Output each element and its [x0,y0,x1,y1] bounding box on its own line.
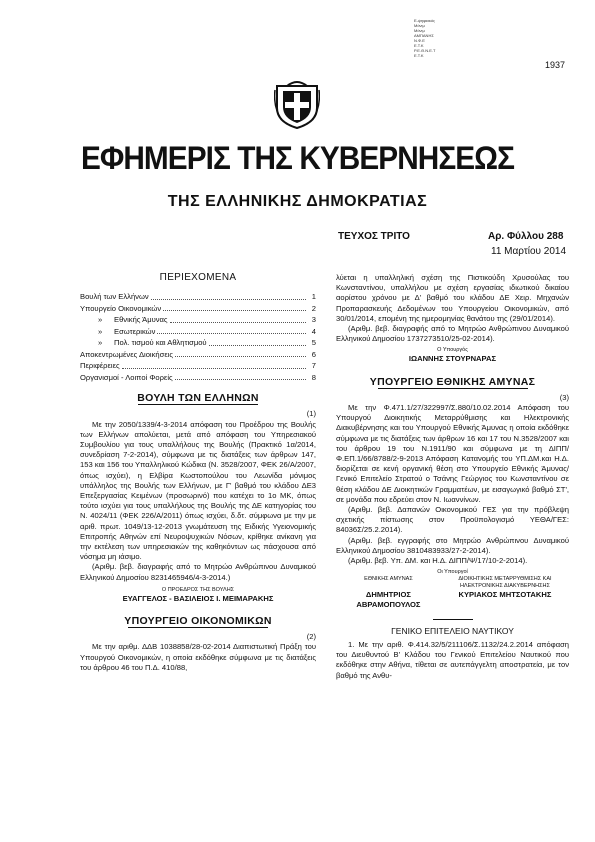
toc-item[interactable]: Οργανισμοί - Λοιποί Φορείς 8 [80,372,316,382]
decision-body: Με την αριθμ. ΔΔΒ 1038858/28-02-2014 Διαπιστωτική Πράξη του Υπουργού Οικονομικών, η οποία εκδόθηκε σύμφωνα με τις διατάξεις του άρθρου 46 του Π.Δ. 410/88, [80,642,316,672]
toc-list [80,291,316,383]
decision-body: 1. Με την αριθ. Φ.414.32/5/211106/Σ.1132/24.2.2014 απόφαση του Διευθυντού Β' Κλάδου του Γενικού Επιτελείου Ναυτικού που εκδόθηκε στην Αθήνα, τίθεται σε αυτεπάγγελτη αποστρατεία, με τον βαθμό της Ανθυ- [336,639,569,680]
stamp-line: Μόνιμ [414,23,425,28]
sheet-label: Αρ. Φύλλου [488,231,544,242]
page-number: 1937 [544,60,565,70]
issue-series: ΤΕΥΧΟΣ ΤΡΙΤΟ [338,231,410,242]
toc-item[interactable]: » Εσωτερικών 4 [98,326,316,336]
decision-note: (Αριθμ. βεβ. Δαπανών Οικονομικού ΓΕΣ για την πρόβλεψη σχετικής πίστωσης στον Προϋπολογισμό ΥΕΘΑ/ΓΕΣ: 84036Σ/25.2.2014). [336,505,569,535]
stamp-line: Ε-ψηφιακός [414,18,435,23]
digital-signature-stamp [414,18,474,58]
section-heading-finance: ΥΠΟΥΡΓΕΙΟ ΟΙΚΟΝΟΜΙΚΩΝ [124,615,272,628]
heading-rule [128,627,268,628]
section-heading-defence: ΥΠΟΥΡΓΕΙΟ ΕΘΝΙΚΗΣ ΑΜΥΝΑΣ [369,375,536,388]
decision-number: (2) [306,632,316,642]
signatory-role: ΔΙΟΙΚΗΤΙΚΗΣ ΜΕΤΑΡΡΥΘΜΙΣΗΣ ΚΑΙ ΗΛΕΚΤΡΟΝΙΚΗΣ ΔΙΑΚΥΒΕΡΝΗΣΗΣ [458,576,552,590]
sheet-number [488,231,563,242]
signatory-role: Ο Υπουργός [437,347,468,354]
left-column [80,273,316,673]
decision-note: (Αριθμ. βεβ. διαγραφής από το Μητρώο Ανθρώπινου Δυναμικού Ελληνικού Δημοσίου 8231465946/4-3-2014.) [80,562,316,582]
signatories-names [336,590,569,610]
signatory-name: ΔΗΜΗΤΡΙΟΣ ΑΒΡΑΜΟΠΟΥΛΟΣ [356,590,421,610]
decision-number: (1) [306,409,316,419]
gazette-title: ΕΦΗΜΕΡΙΣ ΤΗΣ ΚΥΒΕΡΝΗΣΕΩΣ [80,140,515,176]
toc-item[interactable]: » Εθνικής Άμυνας 3 [98,315,316,325]
decision-body: Με την Φ.471.1/27/322997/Σ.880/10.02.2014 Απόφαση του Υπουργού Διοικητικής Μεταρρύθμισης και Ηλεκτρονικής Διακυβέρνησης και του Υπουργού Εθνικής Άμυνας η οποία εκδόθηκε σύμφωνα με τις διατάξεις των άρθρων 16 και 17 του Ν.3528/2007 και του άρθρου 19 του Ν.1911/90 και σύμφωνα με τη ΔΙΠΠ/Φ.ΕΠ.1/66/8788/2-9-2013 Απόφαση Κατανομής του ΥΠ.ΔΜ.και Η.Δ. διορίζεται σε κενή οργανική θέση στο Υπουργείο Εθνικής Άμυνας/Γενικό Επιτελείο Στρατού ο Τσάνης Γεώργιος του Κωνσταντίνου σε θέση κλάδου ΔΕ Διοικητικών Γραμματέων, με εισαγωγικό βαθμό ΣΤ', σε μονάδα που εδρεύει στον Ν. Ιωαννίνων. [336,403,569,504]
gazette-subtitle: ΤΗΣ ΕΛΛΗΝΙΚΗΣ ΔΗΜΟΚΡΑΤΙΑΣ [167,193,428,210]
decision-note: (Αριθμ. βεβ. διαγραφής από το Μητρώο Ανθρώπινου Δυναμικού Ελληνικού Δημοσίου 1737273510/25-02-2014). [336,324,569,344]
signatory-name: ΙΩΑΝΝΗΣ ΣΤΟΥΡΝΑΡΑΣ [408,354,497,364]
toc-item[interactable]: Βουλή των Ελλήνων 1 [80,292,316,302]
section-heading-parliament: ΒΟΥΛΗ ΤΩΝ ΕΛΛΗΝΩΝ [137,392,259,405]
sheet-number-value: 288 [546,231,564,242]
stamp-line: Ε.Τ.Κ [414,53,424,58]
separator-rule [433,619,473,620]
toc-item[interactable]: Περιφέρειες 7 [80,361,316,371]
heading-rule [138,404,258,405]
decision-body-continued: λύεται η υπαλληλική σχέση της Πιστικούδη Χρυσούλας του Κωνσταντίνου, υπαλλήλου με σχέση εργασίας ιδιωτικού δικαίου αορίστου χρόνου με Δ' βαθμό του κλάδου ΔΕ Χειρ. Μηχανών Προπαρασκευής Δεδομένων του Υπουργείου Οικονομικών, από 30/01/2014, επομένη της ημερομηνίας θανάτου της (29/01/2014). [336,273,569,323]
signatory-name: ΕΥΑΓΓΕΛΟΣ - ΒΑΣΙΛΕΙΟΣ Ι. ΜΕΙΜΑΡΑΚΗΣ [122,593,274,603]
greek-coat-of-arms-icon [274,78,320,130]
decision-note: (Αριθμ. βεβ. εγγραφής στο Μητρώο Ανθρώπινου Δυναμικού Ελληνικού Δημοσίου 3810483933/27-2-2014). [336,535,569,555]
decision-note: (Αριθμ. βεβ. Υπ. ΔΜ. και Η.Δ. ΔΙΠΠ/Ψ/17/10-2-2014). [348,556,528,566]
toc-item[interactable]: » Πολ. τισμού και Αθλητισμού 5 [98,338,316,348]
stamp-line: Ε.Τ.Κ [414,43,424,48]
issue-date: 11 Μαρτίου 2014 [491,246,567,257]
right-column [336,273,569,681]
stamp-line: Ν.Φ.Ε [414,38,425,43]
signatory-role: Ο ΠΡΟΕΔΡΟΣ ΤΗΣ ΒΟΥΛΗΣ [161,586,235,593]
toc-heading: ΠΕΡΙΕΧΟΜΕΝΑ [159,272,237,283]
heading-rule [378,388,528,389]
stamp-line: Μόνιμ [414,28,425,33]
signatories-roles [336,576,569,590]
section-heading-navy: ΓΕΝΙΚΟ ΕΠΙΤΕΛΕΙΟ ΝΑΥΤΙΚΟΥ [391,625,514,636]
signatory-role: ΕΘΝΙΚΗΣ ΑΜΥΝΑΣ [364,576,413,583]
stamp-line: Ρ.Ε.Θ.Ν.Ε.Τ [414,48,436,53]
decision-number: (3) [559,392,569,402]
decision-body: Με την 2050/1339/4-3-2014 απόφαση του Προέδρου της Βουλής των Ελλήνων απολύεται, μετά από απόφαση του Υπηρεσιακού Συμβουλίου για τους υπαλλήλους της Βουλής (Πρακτικό 1α/2014, συνεδρίαση 7-2-2014), σύμφωνα με τις διατάξεις των άρθρων 147, 153 και 156 του Υπαλληλικού Κώδικα (Ν. 3528/2007, ΦΕΚ 26/Α/2007, όπως ισχύει), η Ελβίρα Κωστοπούλου του Λεωνίδα μόνιμος υπάλληλος της Βουλής των Ελλήνων, με Γ' βαθμό του κλάδου ΔΕ3 Επεξεργασίας Κειμένων (προσωρινό) που κατέχει το 1ο ΜΚ, όπως τούτο ισχύει για τους υπαλλήλους της Βουλής της ΔΕ κατηγορίας του Ν. 4024/11 (ΦΕΚ 226/Α/2011) όπως ισχύει, δ.δτ. σύμφωνα με την με αριθ. πρωτ. 1049/13-12-2013 γνωμάτευση της Ειδικής Υγειονομικής Επιτροπής Αθηνών επί Νευροψυχικών Νόσων, κρίθηκε ανίκανη για την εκτέλεση των υπηρεσιακών της καθηκόντων ως πάσχουσα από νόσημα μη ιάσιμο. [80,419,316,562]
stamp-line: ΑΜΠΑΝΗΣ [414,33,434,38]
signatory-name: ΚΥΡΙΑΚΟΣ ΜΗΤΣΟΤΑΚΗΣ [458,590,552,600]
toc-item[interactable]: Αποκεντρωμένες Διοικήσεις 6 [80,349,316,359]
toc-item[interactable]: Υπουργείο Οικονομικών 2 [80,303,316,313]
signatories-label: Οι Υπουργοί [437,569,468,576]
